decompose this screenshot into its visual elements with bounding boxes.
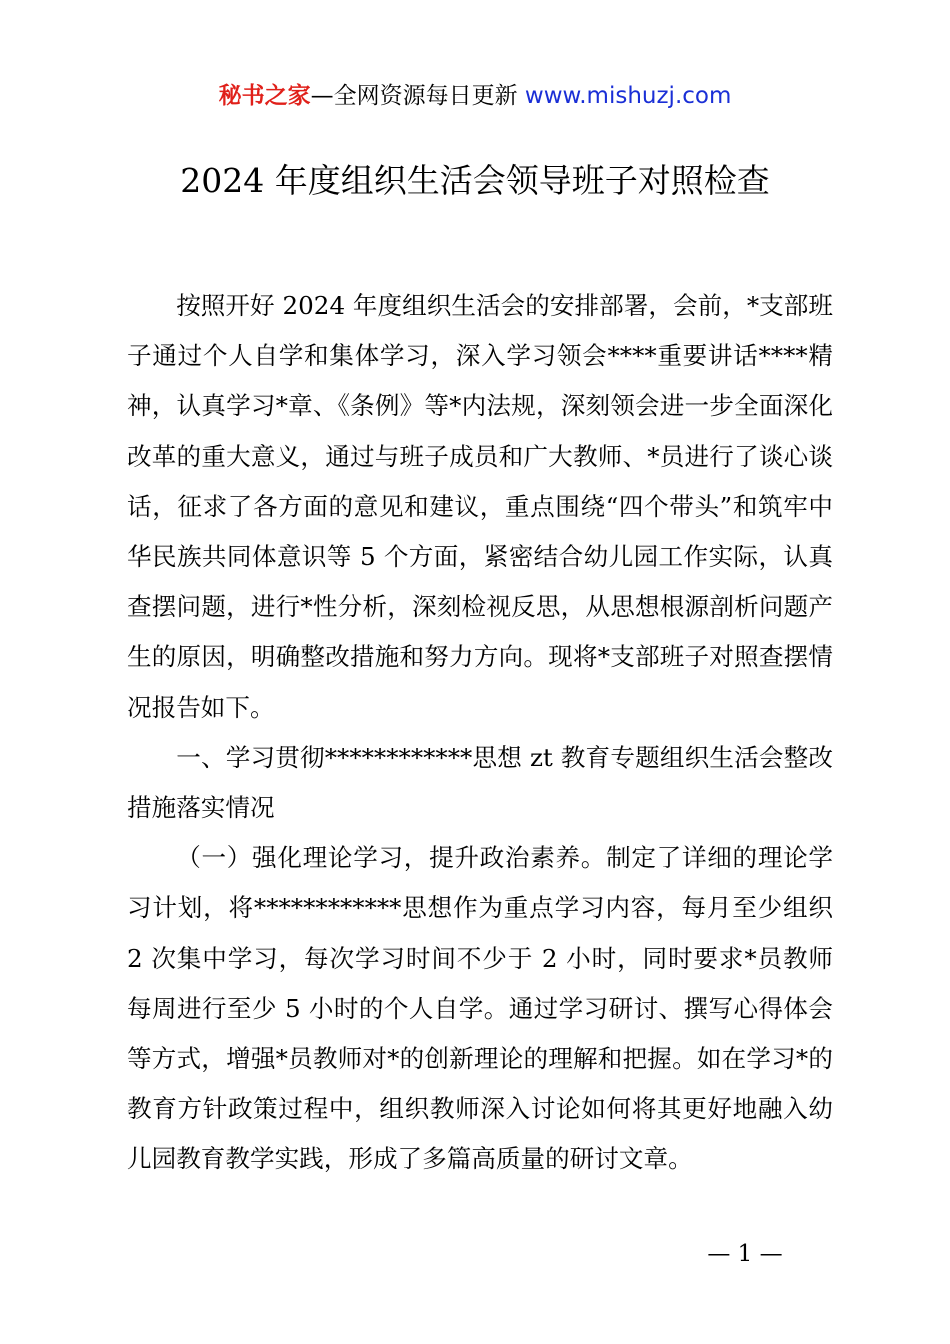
intro-paragraph: 按照开好 2024 年度组织生活会的安排部署，会前，*支部班子通过个人自学和集体学习，深入学习领会****重要讲话****精神，认真学习*章、《条例》等*内法规，深刻领会进一步全面深化改革的重大意义，通过与班子成员和广大教师、*员进行了谈心谈话，征求了各方面的意见和建议，重点围绕“四个带头”和筑牢中华民族共同体意识等 5 个方面，紧密结合幼儿园工作实际，认真查摆问题，进行*性分析，深刻检视反思，从思想根源剖析问题产生的原因，明确整改措施和努力方向。现将*支部班子对照查摆情况报告如下。 xyxy=(127,291,833,722)
header-slogan: —全网资源每日更新 xyxy=(310,83,525,109)
site-url: www.mishuzj.com xyxy=(524,83,732,109)
subsection-paragraph-1: （一）强化理论学习，提升政治素养。制定了详细的理论学习计划，将************思想作为重点学习内容，每月至少组织 2 次集中学习，每次学习时间不少于 2 小时，同时要求*员教师每周进行至少 5 小时的个人自学。通过学习研讨、撰写心得体会等方式，增强*员教师对*的创新理论的理解和把握。如在学习*的教育方针政策过程中，组织教师深入讨论如何将其更好地融入幼儿园教育教学实践，形成了多篇高质量的研讨文章。 xyxy=(127,843,833,1174)
document-title: 2024 年度组织生活会领导班子对照检查 xyxy=(180,161,770,200)
brand-name: 秘书之家 xyxy=(218,83,311,109)
site-header xyxy=(0,78,950,114)
document-body xyxy=(127,281,833,1185)
section-heading-1: 一、学习贯彻************思想 zt 教育专题组织生活会整改措施落实情况 xyxy=(127,742,833,823)
page-number: — 1 — xyxy=(707,1241,783,1267)
